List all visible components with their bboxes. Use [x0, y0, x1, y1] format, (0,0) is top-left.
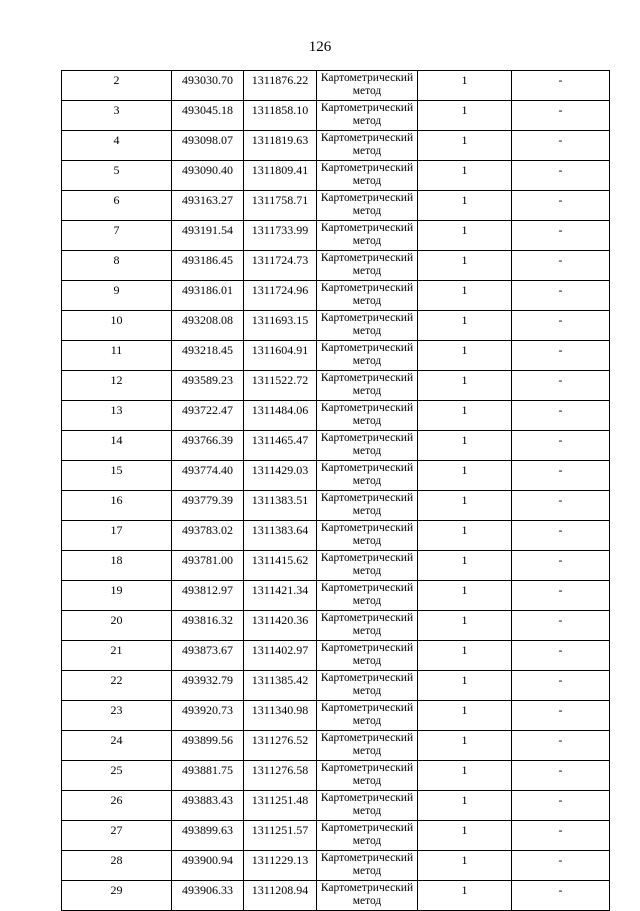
- point-number-cell: 13: [62, 401, 172, 431]
- note-cell: -: [512, 71, 610, 101]
- point-number-cell: 26: [62, 791, 172, 821]
- method-cell: Картометрический метод: [317, 581, 418, 611]
- x-coordinate-cell: 493883.43: [172, 791, 244, 821]
- note-cell: -: [512, 611, 610, 641]
- method-cell: Картометрический метод: [317, 281, 418, 311]
- table-row: [62, 311, 610, 341]
- note-cell: -: [512, 311, 610, 341]
- x-coordinate-cell: 493873.67: [172, 641, 244, 671]
- method-cell: Картометрический метод: [317, 701, 418, 731]
- note-cell: -: [512, 731, 610, 761]
- accuracy-cell: 1: [418, 581, 512, 611]
- x-coordinate-cell: 493186.45: [172, 251, 244, 281]
- table-row: [62, 191, 610, 221]
- note-cell: -: [512, 581, 610, 611]
- method-cell: Картометрический метод: [317, 821, 418, 851]
- y-coordinate-cell: 1311383.64: [244, 521, 317, 551]
- y-coordinate-cell: 1311421.34: [244, 581, 317, 611]
- point-number-cell: 12: [62, 371, 172, 401]
- point-number-cell: 15: [62, 461, 172, 491]
- method-cell: Картометрический метод: [317, 71, 418, 101]
- note-cell: -: [512, 551, 610, 581]
- table-row: [62, 461, 610, 491]
- table-row: [62, 641, 610, 671]
- coordinates-table: [61, 70, 610, 911]
- y-coordinate-cell: 1311693.15: [244, 311, 317, 341]
- method-cell: Картометрический метод: [317, 731, 418, 761]
- point-number-cell: 6: [62, 191, 172, 221]
- x-coordinate-cell: 493218.45: [172, 341, 244, 371]
- x-coordinate-cell: 493920.73: [172, 701, 244, 731]
- point-number-cell: 25: [62, 761, 172, 791]
- y-coordinate-cell: 1311724.96: [244, 281, 317, 311]
- table-row: [62, 701, 610, 731]
- table-row: [62, 581, 610, 611]
- y-coordinate-cell: 1311229.13: [244, 851, 317, 881]
- point-number-cell: 11: [62, 341, 172, 371]
- note-cell: -: [512, 641, 610, 671]
- table-row: [62, 401, 610, 431]
- method-cell: Картометрический метод: [317, 251, 418, 281]
- x-coordinate-cell: 493781.00: [172, 551, 244, 581]
- point-number-cell: 23: [62, 701, 172, 731]
- note-cell: -: [512, 371, 610, 401]
- x-coordinate-cell: 493191.54: [172, 221, 244, 251]
- y-coordinate-cell: 1311429.03: [244, 461, 317, 491]
- point-number-cell: 16: [62, 491, 172, 521]
- method-cell: Картометрический метод: [317, 881, 418, 911]
- y-coordinate-cell: 1311340.98: [244, 701, 317, 731]
- point-number-cell: 17: [62, 521, 172, 551]
- method-cell: Картометрический метод: [317, 101, 418, 131]
- accuracy-cell: 1: [418, 341, 512, 371]
- method-cell: Картометрический метод: [317, 671, 418, 701]
- table-row: [62, 881, 610, 911]
- point-number-cell: 28: [62, 851, 172, 881]
- method-cell: Картометрический метод: [317, 641, 418, 671]
- accuracy-cell: 1: [418, 311, 512, 341]
- note-cell: -: [512, 221, 610, 251]
- point-number-cell: 2: [62, 71, 172, 101]
- table-row: [62, 431, 610, 461]
- table-row: [62, 521, 610, 551]
- y-coordinate-cell: 1311208.94: [244, 881, 317, 911]
- accuracy-cell: 1: [418, 131, 512, 161]
- coordinates-table-body: [62, 71, 610, 911]
- y-coordinate-cell: 1311484.06: [244, 401, 317, 431]
- accuracy-cell: 1: [418, 191, 512, 221]
- table-row: [62, 821, 610, 851]
- point-number-cell: 21: [62, 641, 172, 671]
- point-number-cell: 7: [62, 221, 172, 251]
- x-coordinate-cell: 493030.70: [172, 71, 244, 101]
- y-coordinate-cell: 1311809.41: [244, 161, 317, 191]
- note-cell: -: [512, 191, 610, 221]
- note-cell: -: [512, 281, 610, 311]
- method-cell: Картометрический метод: [317, 341, 418, 371]
- note-cell: -: [512, 851, 610, 881]
- accuracy-cell: 1: [418, 611, 512, 641]
- y-coordinate-cell: 1311420.36: [244, 611, 317, 641]
- accuracy-cell: 1: [418, 881, 512, 911]
- x-coordinate-cell: 493722.47: [172, 401, 244, 431]
- note-cell: -: [512, 701, 610, 731]
- y-coordinate-cell: 1311858.10: [244, 101, 317, 131]
- y-coordinate-cell: 1311251.57: [244, 821, 317, 851]
- table-row: [62, 131, 610, 161]
- accuracy-cell: 1: [418, 101, 512, 131]
- method-cell: Картометрический метод: [317, 131, 418, 161]
- accuracy-cell: 1: [418, 671, 512, 701]
- method-cell: Картометрический метод: [317, 761, 418, 791]
- accuracy-cell: 1: [418, 221, 512, 251]
- accuracy-cell: 1: [418, 701, 512, 731]
- y-coordinate-cell: 1311415.62: [244, 551, 317, 581]
- note-cell: -: [512, 461, 610, 491]
- y-coordinate-cell: 1311385.42: [244, 671, 317, 701]
- x-coordinate-cell: 493932.79: [172, 671, 244, 701]
- accuracy-cell: 1: [418, 641, 512, 671]
- accuracy-cell: 1: [418, 731, 512, 761]
- x-coordinate-cell: 493186.01: [172, 281, 244, 311]
- table-row: [62, 371, 610, 401]
- method-cell: Картометрический метод: [317, 311, 418, 341]
- x-coordinate-cell: 493589.23: [172, 371, 244, 401]
- x-coordinate-cell: 493045.18: [172, 101, 244, 131]
- note-cell: -: [512, 761, 610, 791]
- note-cell: -: [512, 671, 610, 701]
- y-coordinate-cell: 1311522.72: [244, 371, 317, 401]
- accuracy-cell: 1: [418, 281, 512, 311]
- method-cell: Картометрический метод: [317, 791, 418, 821]
- table-row: [62, 221, 610, 251]
- x-coordinate-cell: 493906.33: [172, 881, 244, 911]
- table-row: [62, 281, 610, 311]
- accuracy-cell: 1: [418, 491, 512, 521]
- note-cell: -: [512, 791, 610, 821]
- x-coordinate-cell: 493774.40: [172, 461, 244, 491]
- y-coordinate-cell: 1311276.58: [244, 761, 317, 791]
- y-coordinate-cell: 1311402.97: [244, 641, 317, 671]
- page-number: 126: [308, 39, 332, 55]
- point-number-cell: 22: [62, 671, 172, 701]
- method-cell: Картометрический метод: [317, 371, 418, 401]
- table-row: [62, 161, 610, 191]
- accuracy-cell: 1: [418, 521, 512, 551]
- table-row: [62, 611, 610, 641]
- table-row: [62, 671, 610, 701]
- table-row: [62, 851, 610, 881]
- table-row: [62, 251, 610, 281]
- method-cell: Картометрический метод: [317, 551, 418, 581]
- y-coordinate-cell: 1311819.63: [244, 131, 317, 161]
- point-number-cell: 8: [62, 251, 172, 281]
- note-cell: -: [512, 881, 610, 911]
- method-cell: Картометрический метод: [317, 431, 418, 461]
- point-number-cell: 9: [62, 281, 172, 311]
- y-coordinate-cell: 1311276.52: [244, 731, 317, 761]
- x-coordinate-cell: 493881.75: [172, 761, 244, 791]
- point-number-cell: 3: [62, 101, 172, 131]
- y-coordinate-cell: 1311465.47: [244, 431, 317, 461]
- x-coordinate-cell: 493900.94: [172, 851, 244, 881]
- table-row: [62, 101, 610, 131]
- table-row: [62, 341, 610, 371]
- note-cell: -: [512, 101, 610, 131]
- x-coordinate-cell: 493163.27: [172, 191, 244, 221]
- point-number-cell: 29: [62, 881, 172, 911]
- point-number-cell: 4: [62, 131, 172, 161]
- note-cell: -: [512, 521, 610, 551]
- x-coordinate-cell: 493812.97: [172, 581, 244, 611]
- x-coordinate-cell: 493783.02: [172, 521, 244, 551]
- x-coordinate-cell: 493090.40: [172, 161, 244, 191]
- y-coordinate-cell: 1311758.71: [244, 191, 317, 221]
- table-row: [62, 761, 610, 791]
- point-number-cell: 19: [62, 581, 172, 611]
- accuracy-cell: 1: [418, 821, 512, 851]
- method-cell: Картометрический метод: [317, 401, 418, 431]
- accuracy-cell: 1: [418, 761, 512, 791]
- accuracy-cell: 1: [418, 851, 512, 881]
- y-coordinate-cell: 1311724.73: [244, 251, 317, 281]
- accuracy-cell: 1: [418, 431, 512, 461]
- table-row: [62, 731, 610, 761]
- point-number-cell: 20: [62, 611, 172, 641]
- point-number-cell: 5: [62, 161, 172, 191]
- note-cell: -: [512, 431, 610, 461]
- method-cell: Картометрический метод: [317, 851, 418, 881]
- accuracy-cell: 1: [418, 461, 512, 491]
- method-cell: Картометрический метод: [317, 191, 418, 221]
- y-coordinate-cell: 1311733.99: [244, 221, 317, 251]
- point-number-cell: 24: [62, 731, 172, 761]
- accuracy-cell: 1: [418, 371, 512, 401]
- x-coordinate-cell: 493899.56: [172, 731, 244, 761]
- x-coordinate-cell: 493816.32: [172, 611, 244, 641]
- table-row: [62, 71, 610, 101]
- x-coordinate-cell: 493766.39: [172, 431, 244, 461]
- x-coordinate-cell: 493098.07: [172, 131, 244, 161]
- method-cell: Картометрический метод: [317, 521, 418, 551]
- accuracy-cell: 1: [418, 71, 512, 101]
- note-cell: -: [512, 161, 610, 191]
- x-coordinate-cell: 493208.08: [172, 311, 244, 341]
- table-row: [62, 791, 610, 821]
- method-cell: Картометрический метод: [317, 461, 418, 491]
- note-cell: -: [512, 131, 610, 161]
- y-coordinate-cell: 1311383.51: [244, 491, 317, 521]
- y-coordinate-cell: 1311604.91: [244, 341, 317, 371]
- note-cell: -: [512, 491, 610, 521]
- method-cell: Картометрический метод: [317, 161, 418, 191]
- accuracy-cell: 1: [418, 251, 512, 281]
- table-row: [62, 491, 610, 521]
- method-cell: Картометрический метод: [317, 491, 418, 521]
- method-cell: Картометрический метод: [317, 221, 418, 251]
- accuracy-cell: 1: [418, 551, 512, 581]
- y-coordinate-cell: 1311251.48: [244, 791, 317, 821]
- note-cell: -: [512, 251, 610, 281]
- accuracy-cell: 1: [418, 791, 512, 821]
- point-number-cell: 27: [62, 821, 172, 851]
- y-coordinate-cell: 1311876.22: [244, 71, 317, 101]
- table-row: [62, 551, 610, 581]
- note-cell: -: [512, 401, 610, 431]
- note-cell: -: [512, 341, 610, 371]
- x-coordinate-cell: 493899.63: [172, 821, 244, 851]
- point-number-cell: 18: [62, 551, 172, 581]
- accuracy-cell: 1: [418, 161, 512, 191]
- method-cell: Картометрический метод: [317, 611, 418, 641]
- note-cell: -: [512, 821, 610, 851]
- point-number-cell: 14: [62, 431, 172, 461]
- accuracy-cell: 1: [418, 401, 512, 431]
- x-coordinate-cell: 493779.39: [172, 491, 244, 521]
- point-number-cell: 10: [62, 311, 172, 341]
